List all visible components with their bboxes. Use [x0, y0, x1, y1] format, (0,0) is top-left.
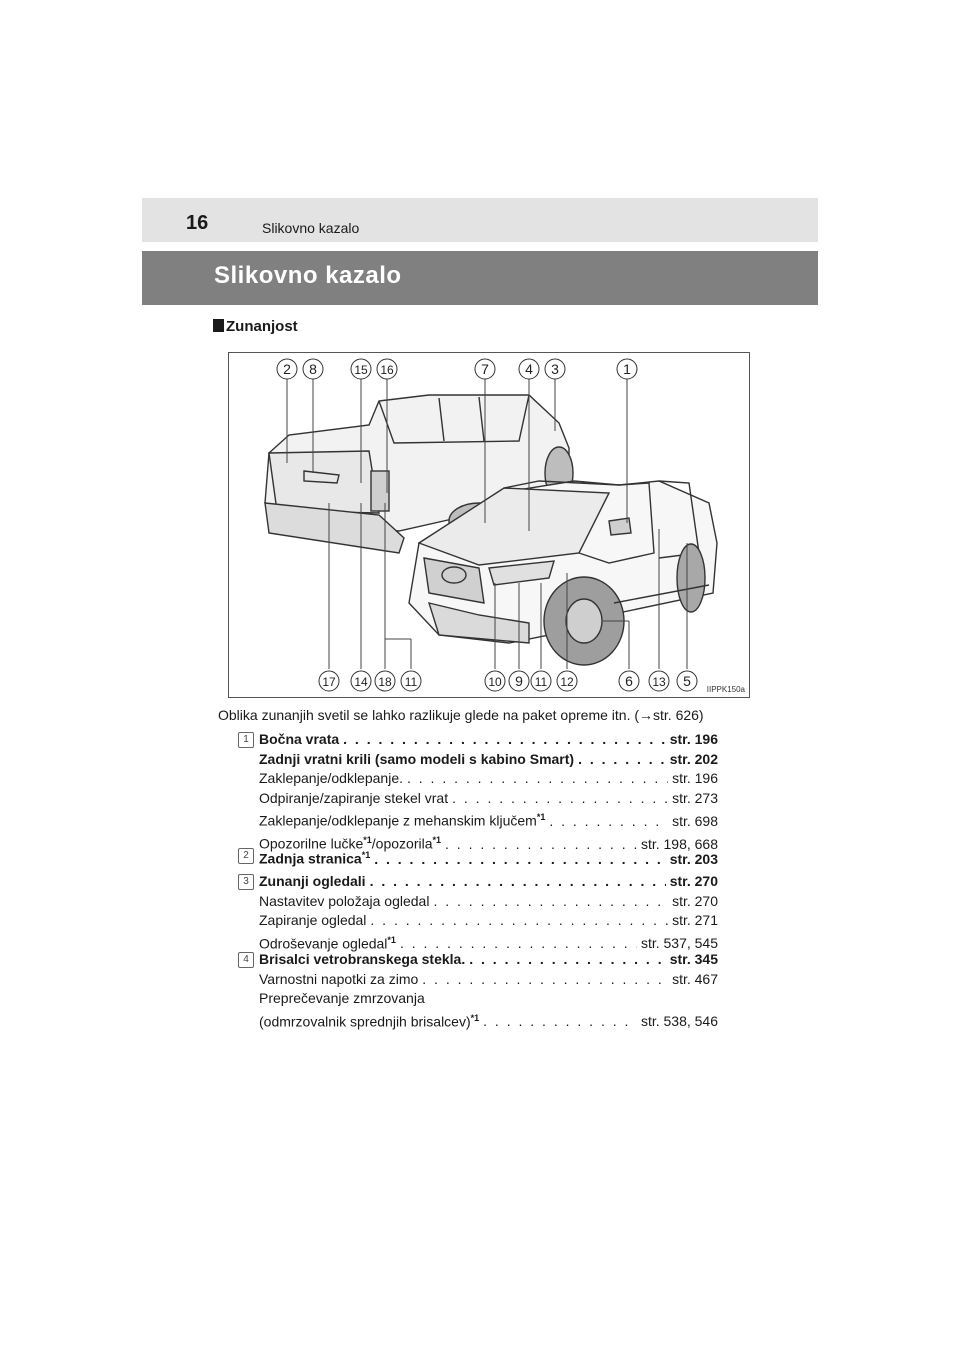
section-title: Zunanjost: [226, 318, 298, 335]
page-reference[interactable]: str. 202: [669, 750, 718, 767]
page-reference[interactable]: str. 270: [669, 873, 718, 889]
dot-leader: [578, 750, 666, 770]
exterior-figure: [228, 352, 750, 698]
entry-label: Brisalci vetrobranskega stekla.: [259, 951, 466, 967]
entry-label: Nastavitev položaja ogledal: [259, 892, 430, 909]
entry-number-badge: 3: [238, 874, 254, 890]
callout-number: 8: [309, 361, 317, 377]
page-number: 16: [186, 212, 209, 234]
running-title: Slikovno kazalo: [262, 220, 360, 236]
entry-row: [259, 750, 718, 770]
vehicle-illustration: [229, 353, 749, 697]
dot-leader: [483, 1012, 637, 1032]
entry-row: [259, 769, 718, 789]
entry-2: [238, 846, 718, 869]
entry-label: (odmrzovalnik sprednjih brisalcev)$^{*1}$: [259, 1012, 480, 1030]
entry-row: [259, 970, 718, 990]
callout-number: 4: [525, 361, 533, 377]
section-heading: [213, 318, 298, 335]
entry-number-badge: 4: [238, 952, 254, 968]
callout-number: 5: [683, 673, 691, 689]
entry-number-badge: 1: [238, 732, 254, 748]
entry-row: [259, 892, 718, 912]
entry-label: Varnostni napotki za zimo: [259, 970, 419, 987]
entry-label: Zadnja stranica$^{*1}$: [259, 850, 371, 867]
dot-leader: [343, 730, 666, 750]
dot-leader: [370, 911, 668, 931]
page-reference[interactable]: str. 271: [672, 912, 718, 928]
entry-row: [259, 911, 718, 931]
entry-number-badge: 2: [238, 848, 254, 864]
entry-row: [259, 1009, 718, 1032]
entry-label: Bočna vrata: [259, 731, 340, 747]
callout-number: 6: [625, 673, 633, 689]
callout-number: 16: [380, 363, 394, 377]
callout-number: 13: [652, 675, 666, 689]
callout-number: 11: [404, 675, 418, 689]
page-reference[interactable]: str. 467: [672, 970, 718, 987]
callouts-top: [277, 359, 637, 379]
callout-number: 7: [481, 361, 489, 377]
page-reference[interactable]: str. 196: [669, 731, 718, 747]
entry-label: Zunanji ogledali: [259, 873, 366, 889]
entry-row: [259, 730, 718, 750]
dot-leader: [374, 850, 666, 870]
callout-number: 15: [354, 363, 368, 377]
dot-leader: [370, 872, 666, 892]
entry-1: [238, 730, 718, 854]
intro-text: Oblika zunanjih svetil se lahko razlikuje glede na paket opreme itn. (→str. 626): [218, 707, 704, 723]
entry-label: Preprečevanje zmrzovanja: [259, 990, 425, 1006]
callout-number: 2: [283, 361, 291, 377]
square-bullet-icon: [213, 319, 224, 332]
dot-leader: [549, 812, 668, 832]
callout-number: 18: [378, 675, 392, 689]
entry-4: [238, 950, 718, 1032]
page-header: [142, 198, 818, 242]
page-reference[interactable]: str. 538, 546: [640, 1013, 718, 1030]
entry-label: Zaklepanje/odklepanje z mehanskim ključem$^{*1}$: [259, 812, 546, 829]
callout-number: 1: [623, 361, 631, 377]
page-reference[interactable]: str. 203: [669, 850, 718, 867]
dot-leader: [469, 950, 666, 970]
dot-leader: [452, 789, 668, 809]
callouts-bottom: [319, 671, 697, 691]
callout-number: 3: [551, 361, 559, 377]
page-reference[interactable]: str. 270: [672, 892, 718, 909]
side-mirror-shape: [609, 518, 631, 535]
callout-number: 9: [515, 673, 523, 689]
entry-row: [259, 950, 718, 970]
entry-row: [259, 789, 718, 809]
entry-label: Zapiranje ogledal: [259, 912, 367, 928]
entry-row: [259, 989, 718, 1009]
title-bar: [142, 251, 818, 305]
entry-row: [259, 846, 718, 869]
callout-number: 12: [560, 675, 574, 689]
entry-label: Zaklepanje/odklepanje.: [259, 770, 403, 786]
entry-row: [259, 872, 718, 892]
page-reference[interactable]: str. 537, 545: [640, 935, 718, 952]
figure-code: IIPPK150a: [706, 685, 745, 694]
callout-number: 11: [534, 675, 548, 689]
entry-3: [238, 872, 718, 954]
page-reference[interactable]: str. 198, 668: [640, 835, 718, 852]
page-reference[interactable]: str. 345: [669, 951, 718, 967]
page-reference[interactable]: str. 196: [672, 770, 718, 786]
entry-label: Odroševanje ogledal$^{*1}$: [259, 934, 396, 952]
callout-number: 10: [488, 675, 502, 689]
callout-number: 17: [322, 675, 336, 689]
entry-row: [259, 808, 718, 831]
entry-label: Odpiranje/zapiranje stekel vrat: [259, 789, 449, 806]
entry-label: Opozorilne lučke$^{*1}$/opozorila$^{*1}$: [259, 835, 442, 852]
dot-leader: [407, 769, 668, 789]
dot-leader: [433, 892, 668, 912]
entry-label: Zadnji vratni krili (samo modeli s kabino Smart): [259, 750, 575, 767]
page-reference[interactable]: str. 698: [672, 812, 718, 829]
page-title: Slikovno kazalo: [214, 262, 402, 289]
dot-leader: [422, 970, 668, 990]
callout-number: 14: [354, 675, 368, 689]
page-reference[interactable]: str. 273: [672, 789, 718, 806]
